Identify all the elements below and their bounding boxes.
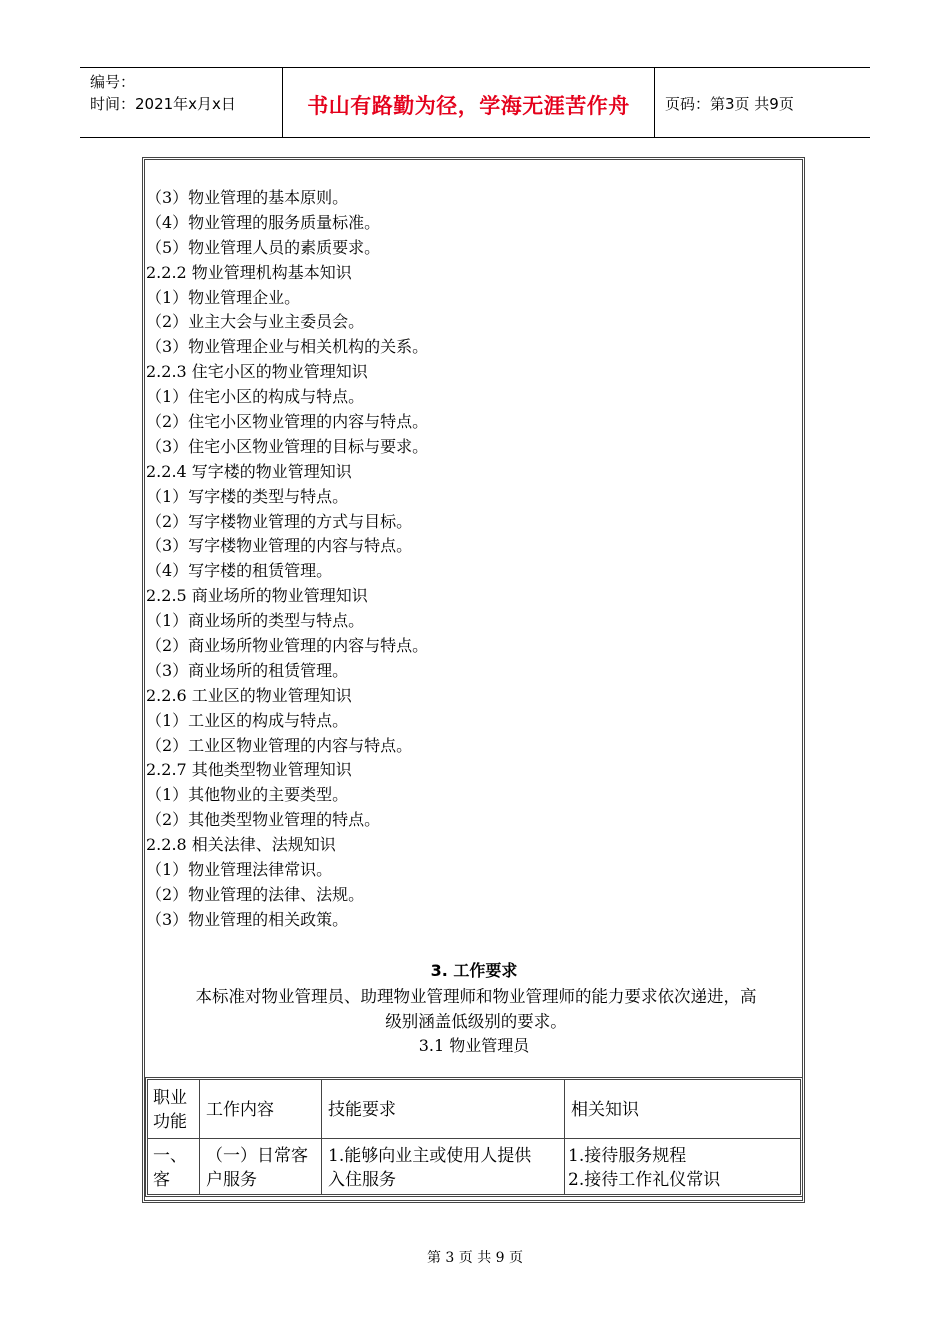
table-cell-text: 客 [153,1170,170,1190]
table-divider [564,1080,565,1194]
list-line: （3）物业管理的相关政策。 [146,909,349,929]
list-line: （2）物业管理的法律、法规。 [146,884,365,904]
section-paragraph-line: 级别涵盖低级别的要求。 [385,1012,567,1031]
list-line: 2.2.5 商业场所的物业管理知识 [146,586,368,606]
list-line: （3）物业管理的基本原则。 [146,188,349,207]
table-cell-text: 一、 [153,1146,187,1166]
page-footer: 第 3 页 共 9 页 [426,1250,524,1266]
list-line: （1）住宅小区的构成与特点。 [146,387,365,407]
header-motto: 书山有路勤为径，学海无涯苦作舟 [307,94,630,118]
list-line: （2）其他类型物业管理的特点。 [146,810,381,830]
list-line: （3）物业管理企业与相关机构的关系。 [146,337,429,357]
document-date: 时间：2021年x月x日 [90,95,236,113]
list-line: （2）写字楼物业管理的方式与目标。 [146,511,413,531]
table-header-text: 职业 [153,1088,187,1108]
table-divider [199,1080,200,1194]
table-cell-skill-requirements [328,1144,531,1192]
list-line: （1）其他物业的主要类型。 [146,785,349,805]
table-cell-text: （一）日常客 [206,1146,308,1166]
table-header-text: 功能 [153,1112,187,1132]
table-header-job-function [153,1086,187,1134]
list-line: 2.2.4 写字楼的物业管理知识 [146,461,352,481]
table-row-divider [148,1138,800,1139]
list-line: （1）物业管理法律常识。 [146,860,333,880]
list-line: （3）写字楼物业管理的内容与特点。 [146,536,413,556]
table-header-work-content: 工作内容 [206,1100,274,1120]
table-cell-text: 2.接待工作礼仪常识 [568,1170,721,1190]
table-cell-job-function [153,1144,187,1192]
table-cell-text: 户服务 [206,1170,257,1190]
list-line: （4）写字楼的租赁管理。 [146,561,333,581]
table-cell-text: 1.接待服务规程 [568,1146,687,1166]
list-line: 2.2.3 住宅小区的物业管理知识 [146,362,368,382]
table-header-related-knowledge: 相关知识 [571,1100,639,1120]
section-title: 3. 工作要求 [430,961,518,980]
table-cell-text: 入住服务 [328,1170,396,1190]
list-line: 2.2.8 相关法律、法规知识 [146,835,336,855]
list-line: （5）物业管理人员的素质要求。 [146,237,381,257]
section-paragraph-line: 本标准对物业管理员、助理物业管理师和物业管理师的能力要求依次递进，高 [195,987,757,1006]
list-line: （3）商业场所的租赁管理。 [146,660,349,680]
section-paragraph [150,984,802,1034]
list-line: （4）物业管理的服务质量标准。 [146,212,381,232]
knowledge-list [146,186,796,933]
list-line: （1）写字楼的类型与特点。 [146,486,349,506]
subsection-title: 3.1 物业管理员 [418,1036,530,1055]
list-line: （1）商业场所的类型与特点。 [146,611,365,631]
list-line: （3）住宅小区物业管理的目标与要求。 [146,436,429,456]
table-cell-work-content [206,1144,308,1192]
table-header-skill-requirements: 技能要求 [328,1100,396,1120]
list-line: （2）业主大会与业主委员会。 [146,312,365,332]
header-page-cell [655,68,870,137]
header-page-info: 页码：第3页 共9页 [665,95,794,113]
requirements-table [145,1077,803,1197]
document-code-label: 编号： [90,73,136,91]
list-line: （1）物业管理企业。 [146,287,301,307]
list-line: （2）住宅小区物业管理的内容与特点。 [146,412,429,432]
table-cell-related-knowledge [568,1144,720,1192]
header-info-cell [80,68,283,137]
list-line: 2.2.2 物业管理机构基本知识 [146,262,352,282]
list-line: 2.2.6 工业区的物业管理知识 [146,685,352,705]
list-line: 2.2.7 其他类型物业管理知识 [146,760,352,780]
page-header [80,67,870,138]
list-line: （1）工业区的构成与特点。 [146,710,349,730]
table-divider [321,1080,322,1194]
table-cell-text: 1.能够向业主或使用人提供 [328,1146,532,1166]
list-line: （2）工业区物业管理的内容与特点。 [146,735,413,755]
header-motto-cell [283,68,655,137]
list-line: （2）商业场所物业管理的内容与特点。 [146,636,429,656]
